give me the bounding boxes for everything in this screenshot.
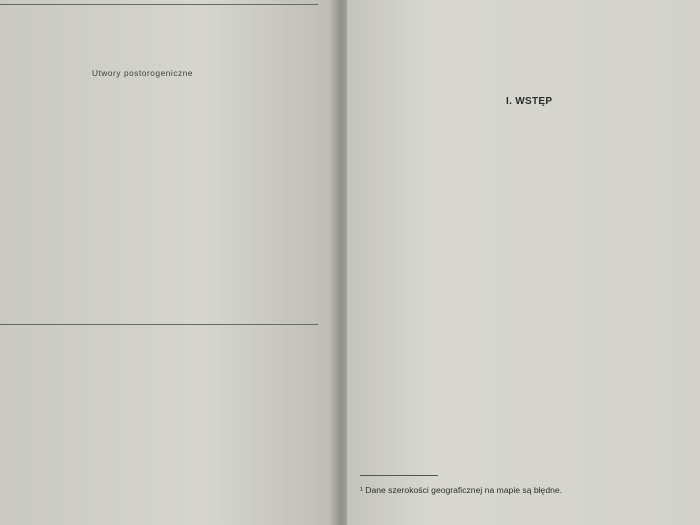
toc-section-heading: Utwory postorogeniczne	[92, 69, 194, 78]
footnote-rule	[360, 475, 438, 476]
toc-top-rule	[0, 4, 318, 5]
left-page	[0, 0, 338, 525]
right-page	[347, 0, 700, 525]
footnote: ¹ Dane szerokości geograficznej na mapie są błędne.	[360, 485, 563, 495]
toc-bottom-rule	[0, 324, 318, 325]
chapter-title: I. WSTĘP	[506, 96, 553, 107]
